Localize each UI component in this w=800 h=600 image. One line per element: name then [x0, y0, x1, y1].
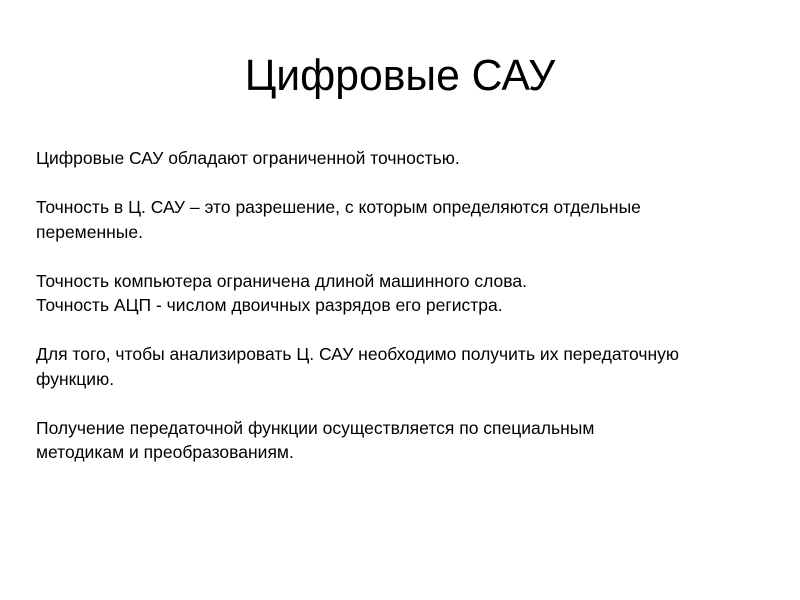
- paragraph-4: [36, 342, 776, 391]
- paragraph-3: [36, 269, 776, 318]
- paragraph-line: функцию.: [36, 368, 115, 389]
- paragraph-1: [36, 146, 776, 171]
- paragraph-line: Точность АЦП - числом двоичных разрядов его регистра.: [36, 295, 503, 315]
- slide-title: Цифровые САУ: [244, 51, 556, 100]
- slide-body: [36, 146, 776, 489]
- paragraph-2: [36, 195, 776, 244]
- paragraph-line: Точность в Ц. САУ – это разрешение, с которым определяются отдельные: [36, 197, 641, 217]
- paragraph-line: Цифровые САУ обладают ограниченной точностью.: [36, 148, 460, 168]
- paragraph-line: Точность компьютера ограничена длиной машинного слова.: [36, 270, 527, 291]
- paragraph-5: [36, 416, 776, 465]
- paragraph-line: методикам и преобразованиям.: [36, 442, 294, 462]
- paragraph-line: переменные.: [36, 221, 143, 242]
- paragraph-line: Для того, чтобы анализировать Ц. САУ необходимо получить их передаточную: [36, 344, 679, 364]
- paragraph-line: Получение передаточной функции осуществляется по специальным: [36, 417, 595, 438]
